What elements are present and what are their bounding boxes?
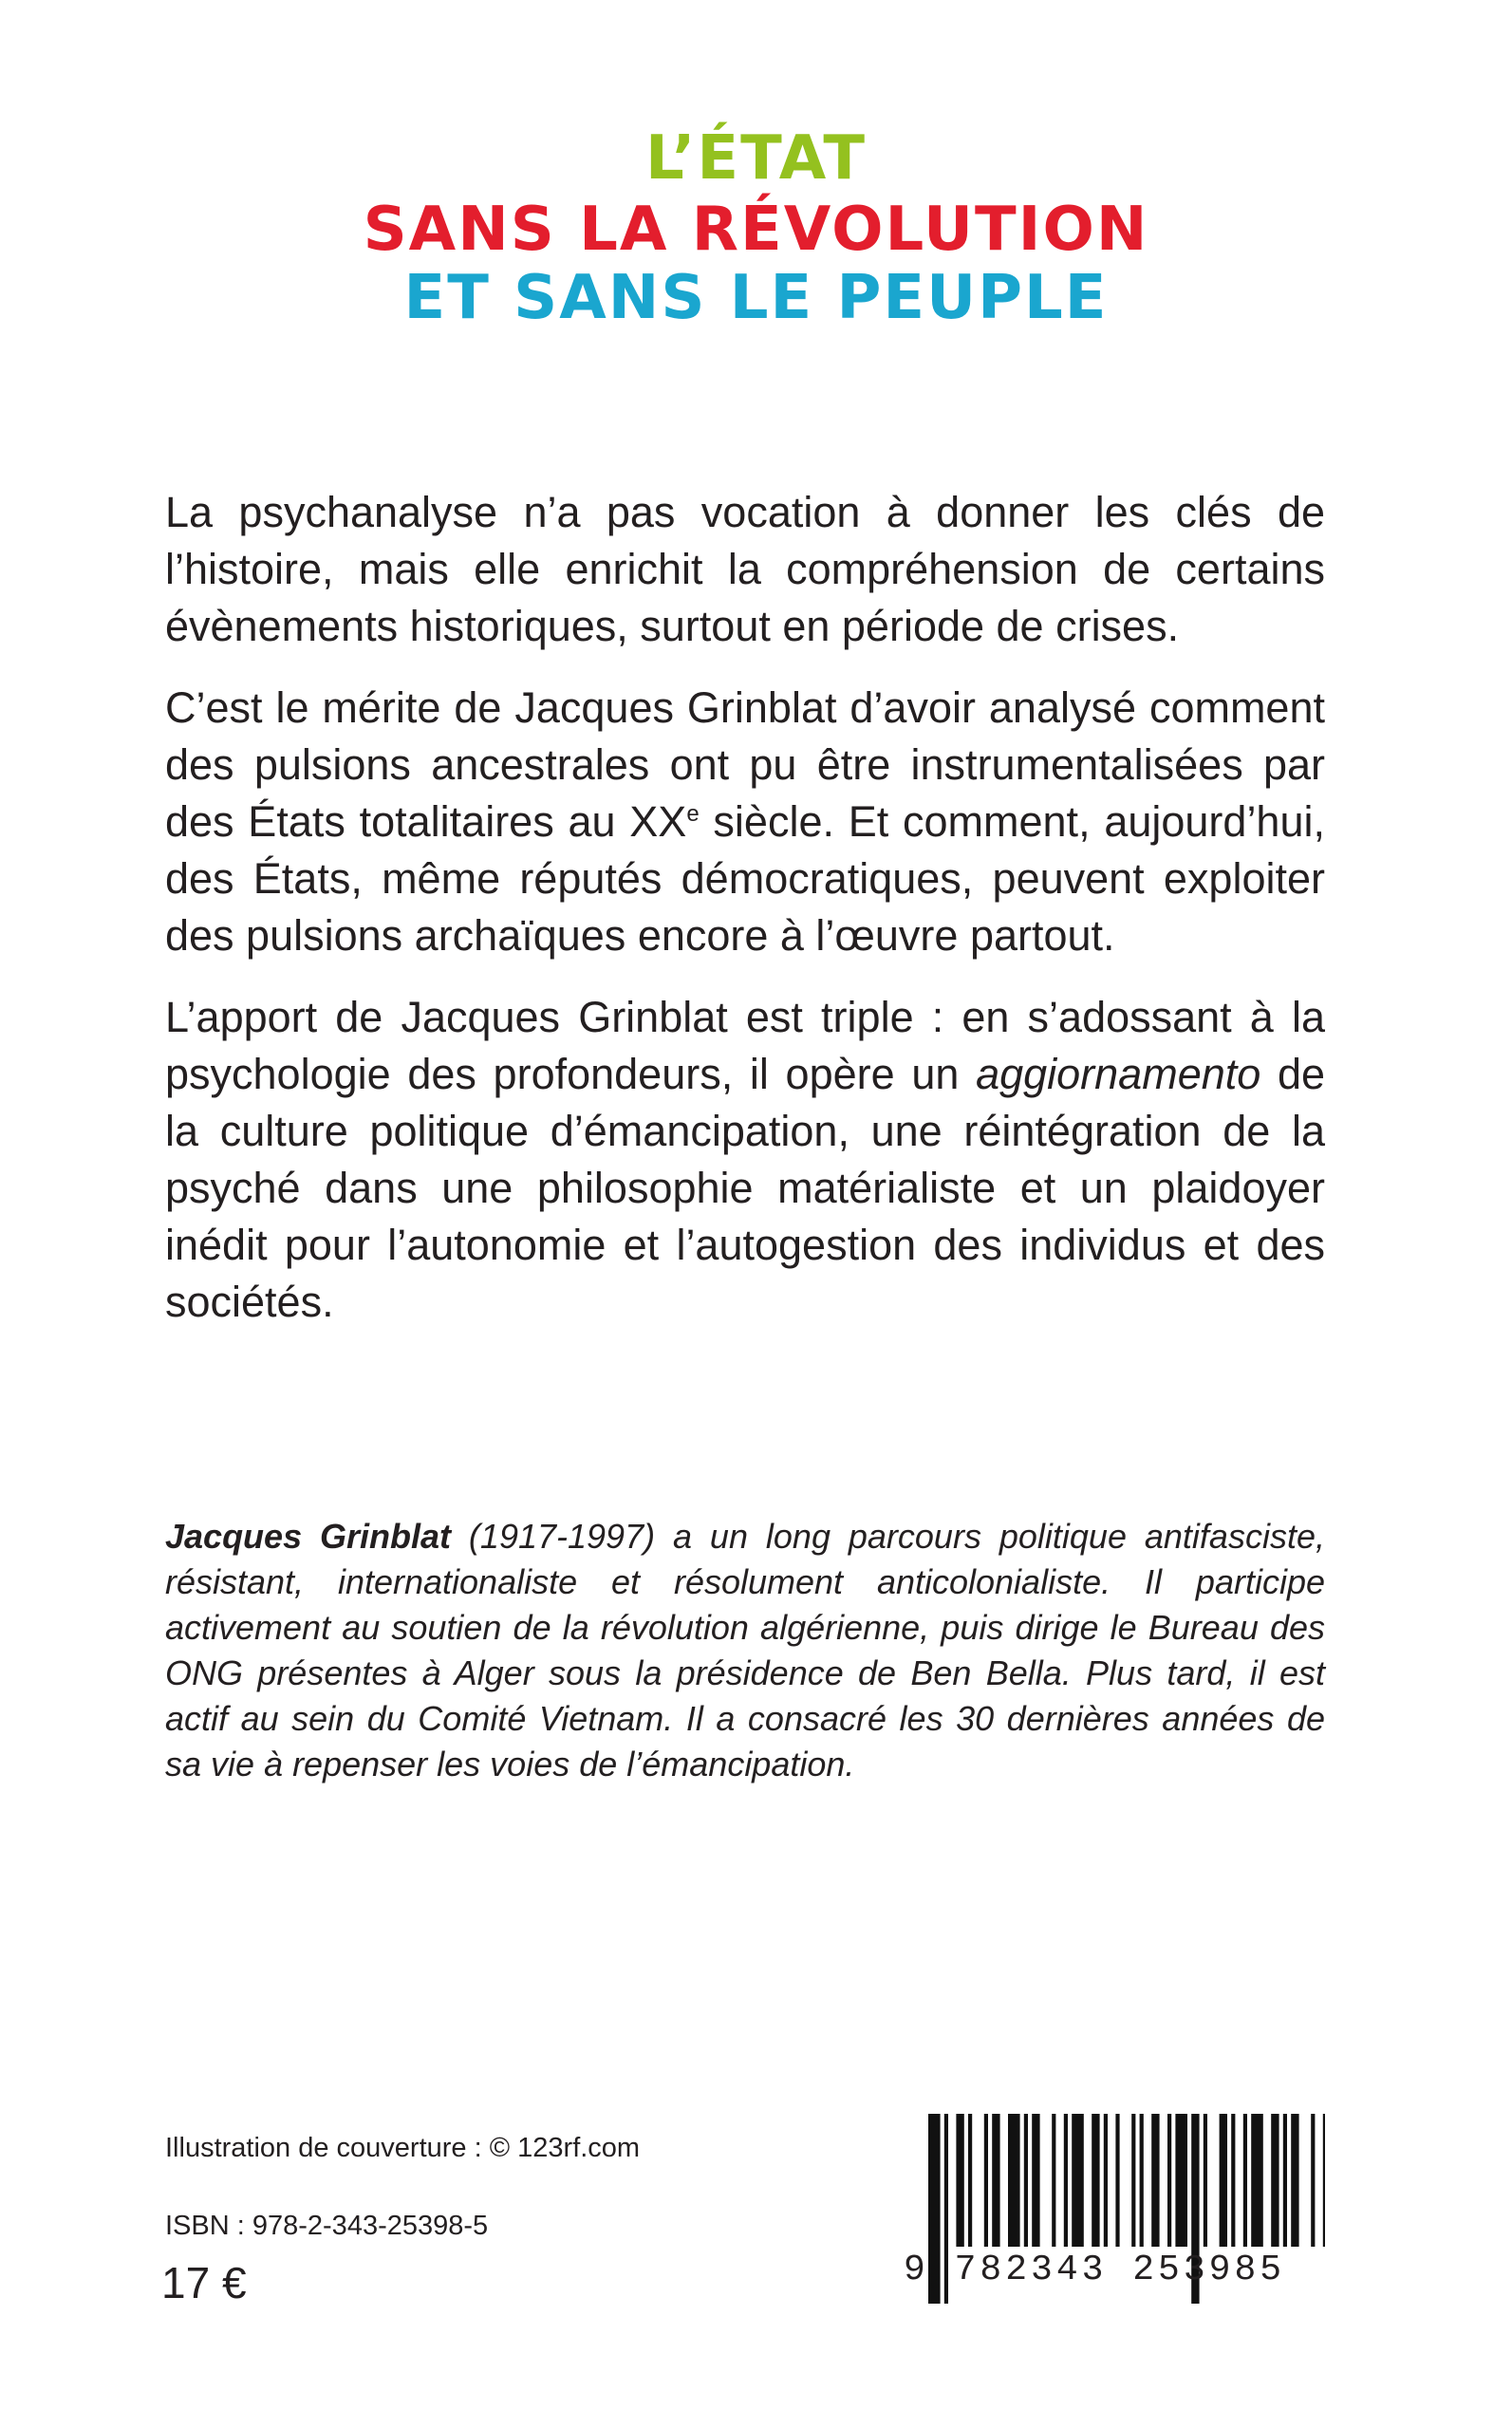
barcode-bar bbox=[1204, 2114, 1207, 2247]
barcode-bar bbox=[1271, 2114, 1279, 2247]
barcode-bar bbox=[1052, 2114, 1055, 2247]
isbn: ISBN : 978-2-343-25398-5 bbox=[165, 2211, 489, 2241]
barcode-bar bbox=[992, 2114, 999, 2247]
barcode-bar bbox=[1243, 2114, 1247, 2247]
barcode-bar bbox=[1231, 2114, 1235, 2247]
barcode-bar bbox=[1131, 2114, 1135, 2247]
barcode-digits: 9 782343 253985 bbox=[904, 2250, 1286, 2290]
paragraph-3-emphasis: aggiornamento bbox=[976, 1050, 1261, 1098]
paragraph-2-text-a: C’est le mérite de Jacques Grinblat d’avoir analysé comment des pulsions ancestrales ont pu être instrumentalisées par des États totalitaires au XX bbox=[165, 683, 1325, 846]
barcode-bar bbox=[1175, 2114, 1187, 2247]
paragraph-2 bbox=[165, 680, 1325, 964]
paragraph-2-superscript: e bbox=[686, 801, 700, 827]
barcode-bar bbox=[1064, 2114, 1068, 2247]
barcode-bar bbox=[1323, 2114, 1325, 2247]
paragraph-1: La psychanalyse n’a pas vocation à donner les clés de l’histoire, mais elle enrichit la compréhension de certains évènements historiques, surtout en période de crises. bbox=[165, 488, 1325, 650]
title-line-1: L’ÉTAT bbox=[645, 123, 867, 194]
barcode-bar bbox=[1008, 2114, 1020, 2247]
paragraph-3-text-a: L’apport de Jacques Grinblat est triple : en s’adossant à la psychologie des profondeurs, il opère un bbox=[165, 993, 1325, 1098]
barcode-bar bbox=[1024, 2114, 1028, 2247]
barcode-bar bbox=[1220, 2114, 1227, 2247]
paragraph-2-text-b: siècle. Et comment, aujourd’hui, des États, même réputés démocratiques, peuvent exploiter des pulsions archaïques encore à l’œuvre partout. bbox=[165, 797, 1325, 960]
author-bio-text: (1917-1997) a un long parcours politique antifasciste, résistant, internationaliste et résolument anticolonialiste. Il participe activement au soutien de la révolution algérienne, puis dirige le Bureau des ONG présentes à Alger sous la présidence de Ben Bella. Plus tard, il est actif au sein du Comité Vietnam. Il a consacré les 30 dernières années de sa vie à repenser les voies de l’émancipation. bbox=[165, 1517, 1325, 1783]
title-line-3: ET SANS LE PEUPLE bbox=[403, 263, 1109, 333]
author-bio bbox=[165, 1514, 1325, 1787]
price: 17 € bbox=[161, 2258, 247, 2307]
barcode-bar bbox=[1311, 2114, 1315, 2247]
cover-credit: Illustration de couverture : © 123rf.com bbox=[165, 2133, 641, 2163]
blurb bbox=[165, 484, 1325, 1355]
barcode-bar bbox=[1291, 2114, 1298, 2247]
title-line-2: SANS LA RÉVOLUTION bbox=[363, 195, 1149, 265]
barcode-bar bbox=[1072, 2114, 1084, 2247]
barcode-bar bbox=[1115, 2114, 1119, 2247]
barcode-bar bbox=[1092, 2114, 1099, 2247]
barcode-bar bbox=[984, 2114, 988, 2247]
barcode-bar bbox=[1104, 2114, 1108, 2247]
barcode-bar bbox=[956, 2114, 963, 2247]
barcode-bar bbox=[1032, 2114, 1039, 2247]
barcode-bar bbox=[1251, 2114, 1263, 2247]
barcode-bar bbox=[1140, 2114, 1144, 2247]
barcode-bar bbox=[1167, 2114, 1171, 2247]
barcode-bar bbox=[1283, 2114, 1287, 2247]
barcode-bar bbox=[1151, 2114, 1159, 2247]
author-name: Jacques Grinblat bbox=[165, 1517, 452, 1556]
paragraph-3 bbox=[165, 989, 1325, 1331]
barcode-bar bbox=[968, 2114, 972, 2247]
paragraph-3-text-b: de la culture politique d’émancipation, une réintégration de la psyché dans une philosophie matérialiste et un plaidoyer inédit pour l’autonomie et l’autogestion des individus et des sociétés. bbox=[165, 1050, 1326, 1326]
